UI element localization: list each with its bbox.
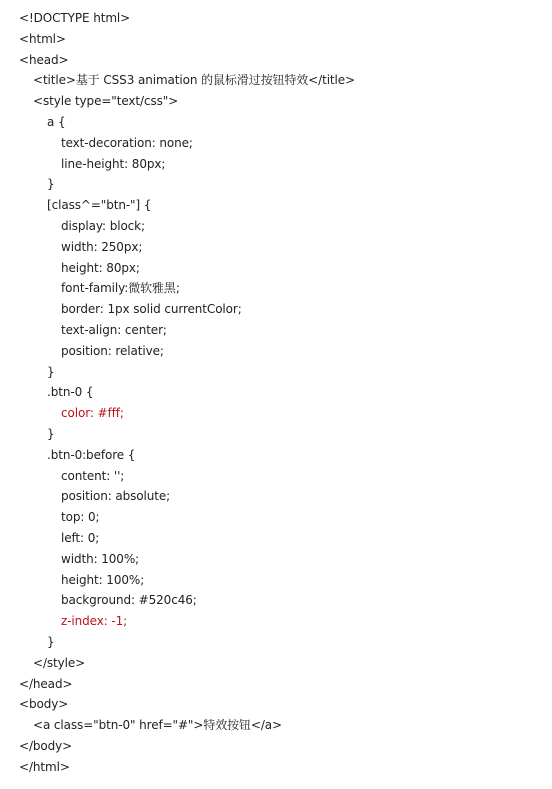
code-line: top: 0; <box>61 510 100 525</box>
code-line: } <box>47 364 55 379</box>
code-line: </style> <box>33 655 86 670</box>
code-line: color: #fff; <box>61 406 124 421</box>
code-line: position: absolute; <box>61 489 171 504</box>
code-listing <box>19 8 544 777</box>
code-line: height: 100%; <box>61 572 145 587</box>
code-line: border: 1px solid currentColor; <box>61 302 242 317</box>
code-line: content: ''; <box>61 468 125 483</box>
code-line: } <box>47 426 55 441</box>
code-line: z-index: -1; <box>61 614 128 629</box>
code-line: <a class="btn-0" href="#">特效按钮</a> <box>33 718 283 733</box>
code-line: position: relative; <box>61 343 164 358</box>
code-line: font-family:微软雅黑; <box>61 281 180 296</box>
code-line: display: block; <box>61 218 145 233</box>
code-line: <!DOCTYPE html> <box>19 11 131 25</box>
code-line: width: 100%; <box>61 551 140 566</box>
code-line: </body> <box>19 738 73 753</box>
code-line: <title>基于 CSS3 animation 的鼠标滑过按钮特效</title> <box>33 73 355 88</box>
code-line: <head> <box>19 52 69 67</box>
code-line: background: #520c46; <box>61 593 197 608</box>
code-line: .btn-0:before { <box>47 447 136 462</box>
code-line: left: 0; <box>61 530 100 545</box>
code-line: .btn-0 { <box>47 385 94 400</box>
code-line: </head> <box>19 676 73 691</box>
code-line: height: 80px; <box>61 260 140 275</box>
code-line: text-align: center; <box>61 322 167 337</box>
code-line: </html> <box>19 759 70 774</box>
code-line: } <box>47 634 55 649</box>
code-line: <style type="text/css"> <box>33 94 179 109</box>
code-line: a { <box>47 114 66 129</box>
code-line: } <box>47 177 55 192</box>
code-line: <body> <box>19 697 69 712</box>
code-line: line-height: 80px; <box>61 156 166 171</box>
code-line: [class^="btn-"] { <box>47 198 152 213</box>
code-line: text-decoration: none; <box>61 135 193 150</box>
code-line: width: 250px; <box>61 239 143 254</box>
code-line: <html> <box>19 31 66 46</box>
